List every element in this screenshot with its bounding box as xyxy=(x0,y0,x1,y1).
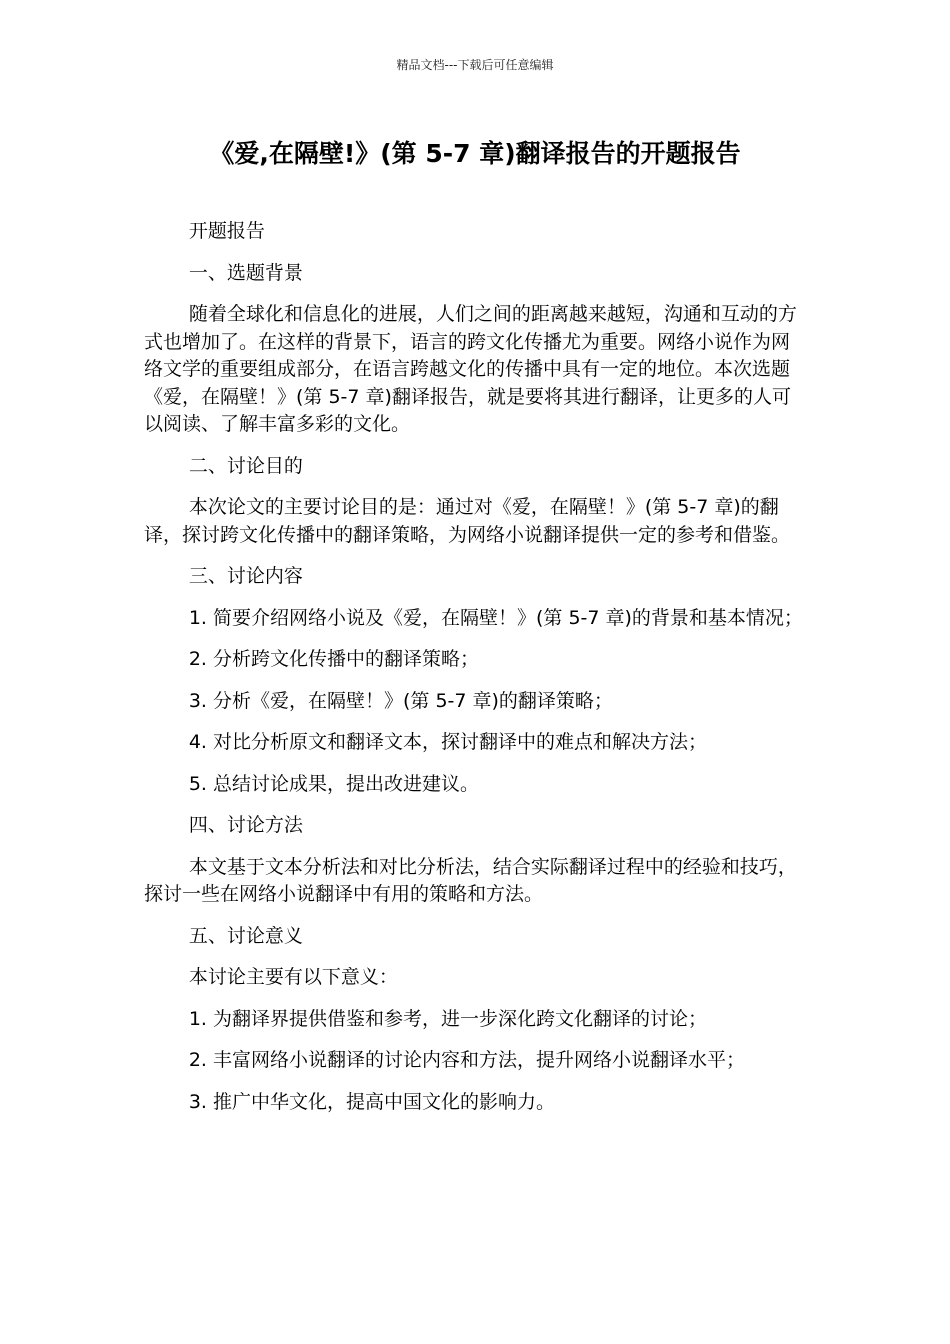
document-title: 《爱,在隔壁!》(第 5-7 章)翻译报告的开题报告 xyxy=(209,139,741,168)
section-body-method: 本文基于文本分析法和对比分析法，结合实际翻译过程中的经验和技巧，探讨一些在网络小说翻译中有用的策略和方法。 xyxy=(144,855,797,905)
intro-label: 开题报告 xyxy=(188,220,265,242)
content-list-item: 4. 对比分析原文和翻译文本，探讨翻译中的难点和解决方法； xyxy=(188,731,707,753)
significance-list-item: 2. 丰富网络小说翻译的讨论内容和方法，提升网络小说翻译水平； xyxy=(188,1049,745,1071)
header-note: 精品文档---下载后可任意编辑 xyxy=(396,58,554,72)
section-body-purpose: 本次论文的主要讨论目的是：通过对《爱，在隔壁！》(第 5-7 章)的翻译，探讨跨文化传播中的翻译策略，为网络小说翻译提供一定的参考和借鉴。 xyxy=(144,496,791,546)
section-body-background: 随着全球化和信息化的进展，人们之间的距离越来越短，沟通和互动的方式也增加了。在这样的背景下，语言的跨文化传播尤为重要。网络小说作为网络文学的重要组成部分，在语言跨越文化的传播中具有一定的地位。本次选题《爱，在隔壁！》(第 5-7 章)翻译报告，就是要将其进行翻译，让更多的人可以阅读、了解丰富多彩的文化。 xyxy=(144,303,797,435)
content-list-item: 5. 总结讨论成果，提出改进建议。 xyxy=(188,772,479,795)
section-heading-purpose: 二、讨论目的 xyxy=(188,454,303,477)
section-heading-content: 三、讨论内容 xyxy=(188,565,303,587)
section-heading-background: 一、选题背景 xyxy=(188,261,303,284)
section-intro-significance: 本讨论主要有以下意义： xyxy=(188,966,398,988)
significance-list-item: 3. 推广中华文化，提高中国文化的影响力。 xyxy=(188,1090,555,1113)
content-list-item: 1. 简要介绍网络小说及《爱，在隔壁！》(第 5-7 章)的背景和基本情况； xyxy=(188,606,803,629)
content-list-item: 3. 分析《爱，在隔壁！》(第 5-7 章)的翻译策略； xyxy=(188,689,613,712)
significance-list-item: 1. 为翻译界提供借鉴和参考，进一步深化跨文化翻译的讨论； xyxy=(188,1007,707,1030)
section-heading-method: 四、讨论方法 xyxy=(188,814,303,836)
document-body xyxy=(144,218,808,1130)
section-heading-significance: 五、讨论意义 xyxy=(188,924,303,947)
content-list-item: 2. 分析跨文化传播中的翻译策略； xyxy=(188,648,479,670)
